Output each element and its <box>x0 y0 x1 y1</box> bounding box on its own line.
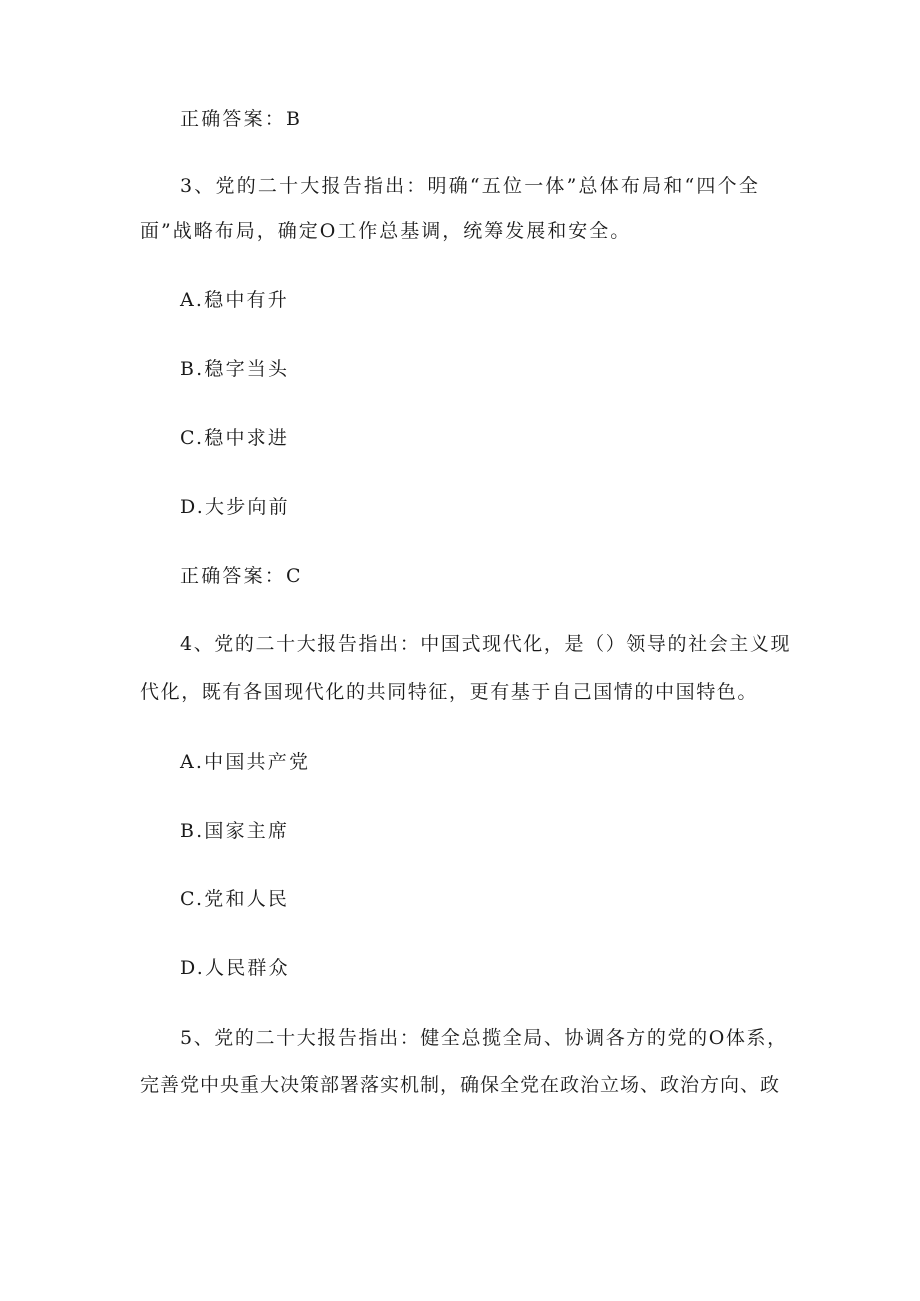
question-3-option-c: C.稳中求进 <box>180 427 290 449</box>
question-3-line-1: 3、党的二十大报告指出：明确“五位一体”总体布局和“四个全 <box>180 175 761 197</box>
question-5-line-1: 5、党的二十大报告指出：健全总揽全局、协调各方的党的O体系， <box>180 1027 788 1049</box>
question-4-option-c: C.党和人民 <box>180 888 290 910</box>
question-4-option-d: D.人民群众 <box>180 957 290 979</box>
answer-line-q3: 正确答案：C <box>180 565 303 587</box>
question-4-line-1: 4、党的二十大报告指出：中国式现代化，是（）领导的社会主义现 <box>180 633 792 655</box>
question-3-option-a: A.稳中有升 <box>180 289 289 311</box>
question-4-option-a: A.中国共产党 <box>180 751 311 773</box>
question-4-option-b: B.国家主席 <box>180 820 290 842</box>
question-4-line-2: 代化，既有各国现代化的共同特征，更有基于自己国情的中国特色。 <box>140 681 759 703</box>
question-3-option-b: B.稳字当头 <box>180 358 290 380</box>
answer-line-q2: 正确答案：B <box>180 108 303 130</box>
question-3-option-d: D.大步向前 <box>180 496 290 518</box>
question-5-line-2: 完善党中央重大决策部署落实机制，确保全党在政治立场、政治方向、政 <box>140 1074 781 1096</box>
question-3-line-2: 面”战略布局，确定O工作总基调，统筹发展和安全。 <box>140 220 632 242</box>
